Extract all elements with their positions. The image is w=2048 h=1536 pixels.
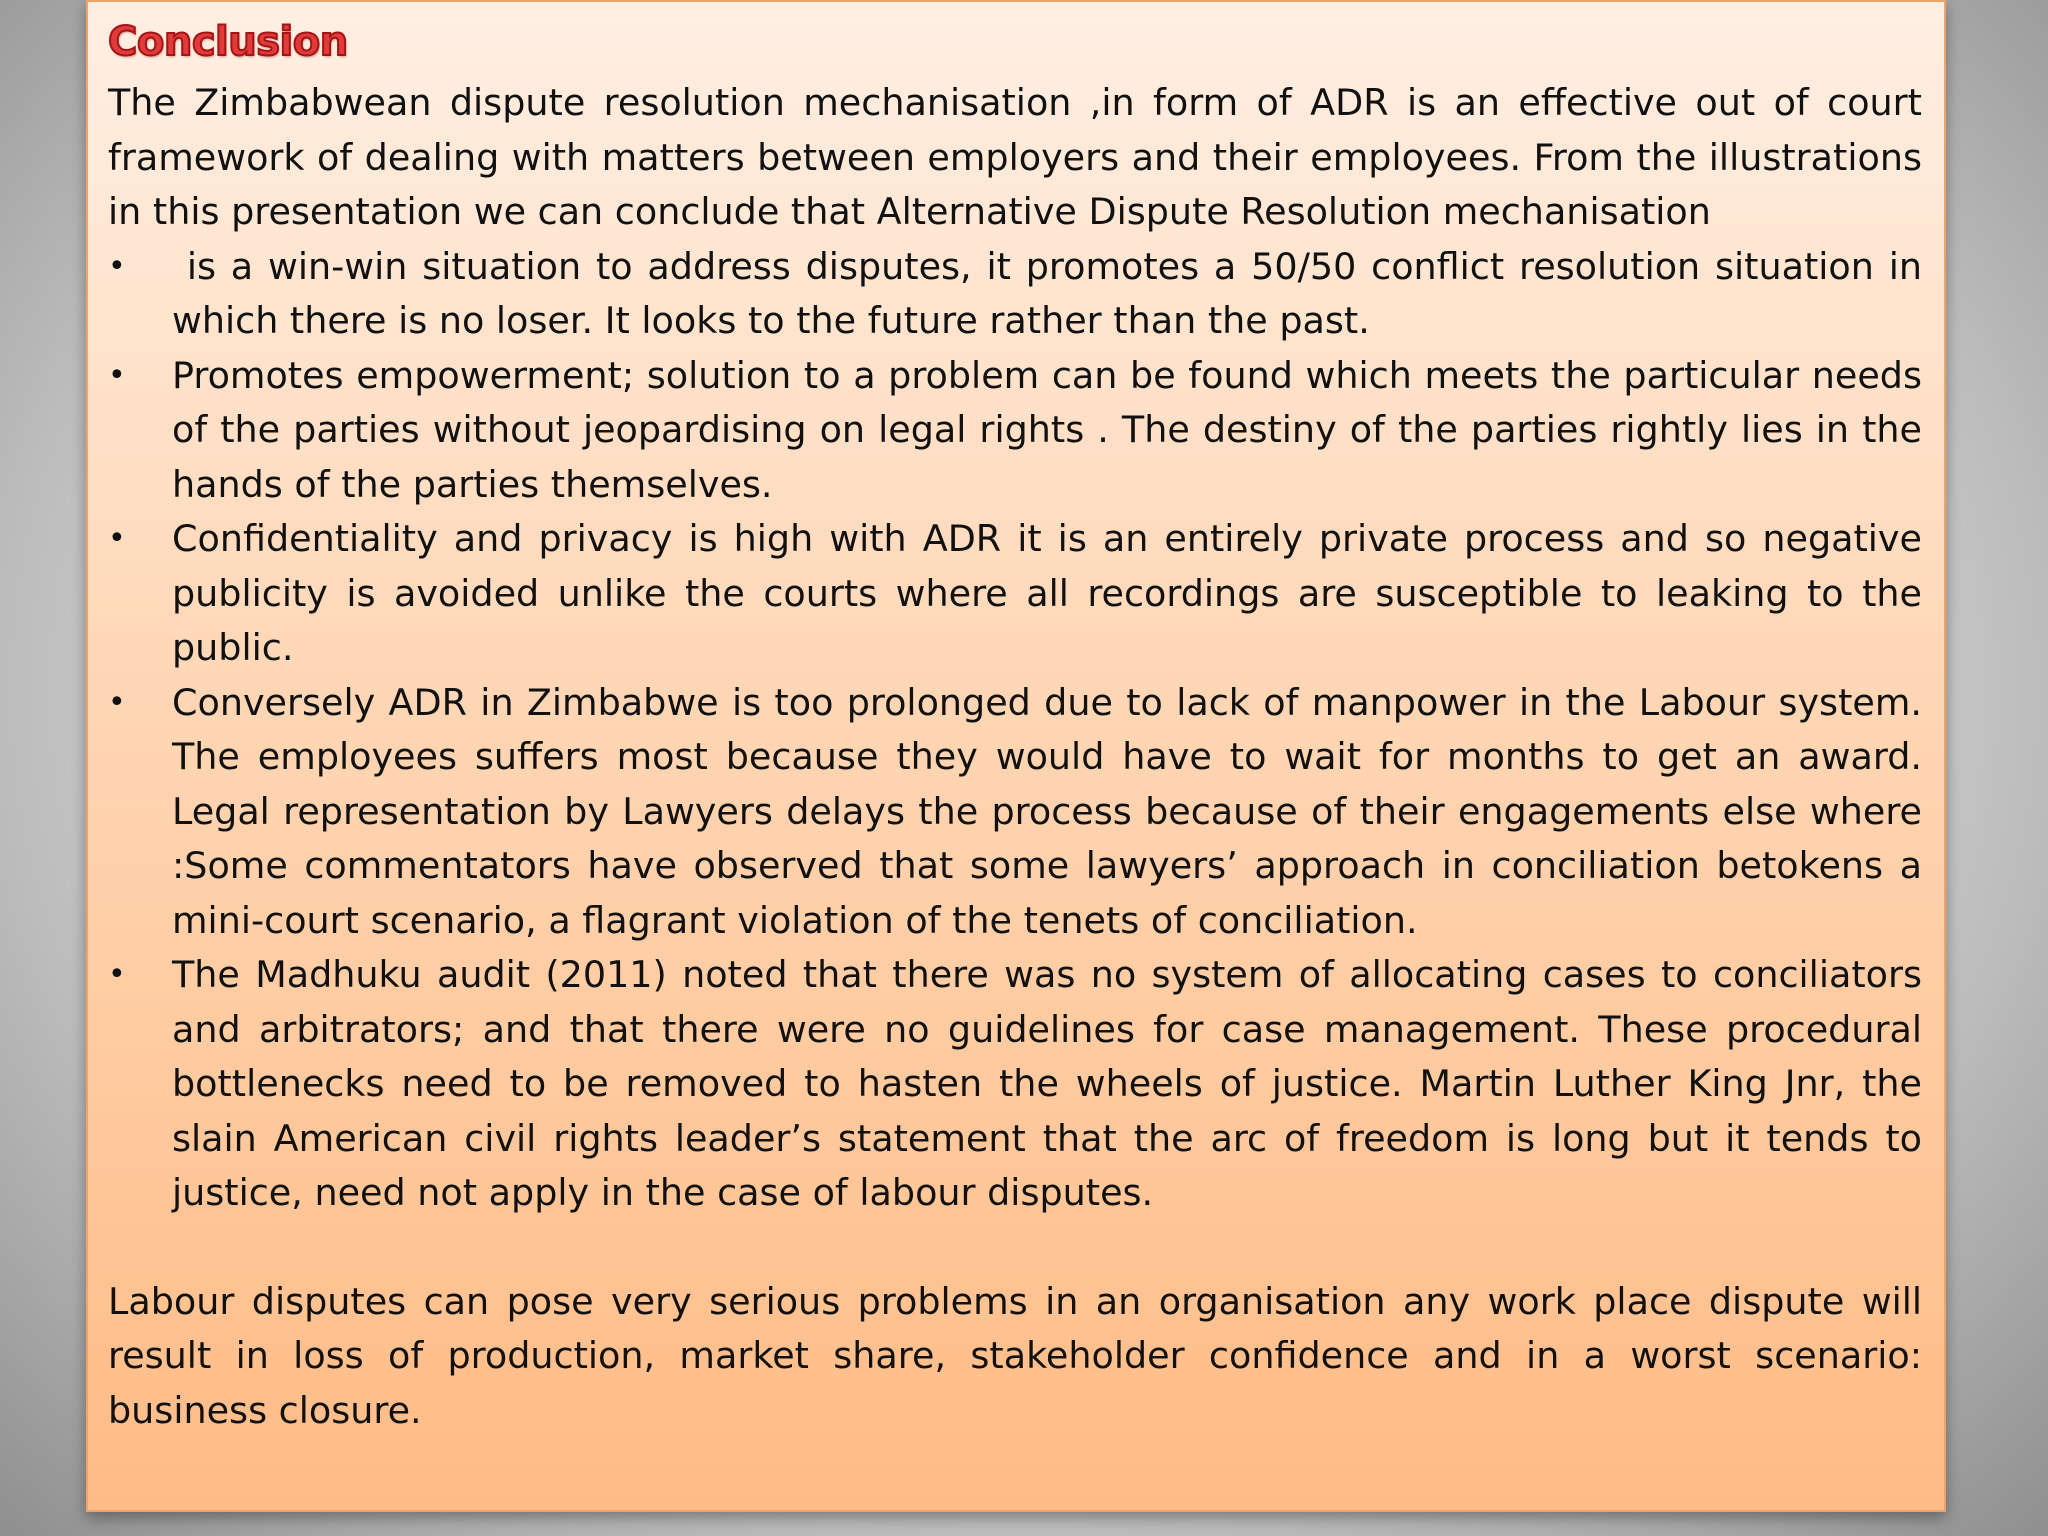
bullet-item — [108, 240, 1934, 349]
bullet-text: The Madhuku audit (2011) noted that there was no system of allocating cases to conciliators and arbitrators; and that there were no guidelines for case management. These procedural bottlenecks need to be removed to hasten the wheels of justice. Martin Luther King Jnr, the slain American civil rights leader’s statement that the arc of freedom is long but it tends to justice, need not apply in the case of labour disputes. — [172, 953, 1922, 1214]
bullet-text: Conversely ADR in Zimbabwe is too prolonged due to lack of manpower in the Labour system. The employees suffers most because they would have to wait for months to get an award. Legal representation by Lawyers delays the process because of their engagements else where :Some commentators have observed that some lawyers’ approach in conciliation betokens a mini-court scenario, a flagrant violation of the tenets of conciliation. — [172, 680, 1922, 942]
bullet-list — [108, 240, 1934, 1221]
bullet-icon: • — [108, 957, 126, 992]
bullet-text: Promotes empowerment; solution to a problem can be found which meets the particular needs of the parties without jeopardising on legal rights . The destiny of the parties rightly lies in the hands of the parties themselves. — [172, 353, 1922, 506]
bullet-item — [108, 349, 1922, 513]
intro-paragraph: The Zimbabwean dispute resolution mechanisation ,in form of ADR is an effective out of court framework of dealing with matters between employers and their employees. From the illustrations in this presentation we can conclude that Alternative Dispute Resolution mechanisation — [108, 81, 1922, 233]
bullet-item — [108, 948, 1922, 1221]
slide-panel — [86, 0, 1946, 1512]
bullet-icon: • — [108, 521, 126, 556]
closing-paragraph: Labour disputes can pose very serious problems in an organisation any work place dispute will result in loss of production, market share, stakeholder confidence and in a worst scenario: business closure. — [108, 1279, 1922, 1432]
bullet-item — [108, 512, 1922, 676]
bullet-icon: • — [108, 248, 126, 284]
bullet-icon: • — [108, 357, 126, 393]
bullet-text: Confidentiality and privacy is high with ADR it is an entirely private process and so negative publicity is avoided unlike the courts where all recordings are susceptible to leaking to the public. — [172, 517, 1922, 669]
bullet-item — [108, 676, 1922, 949]
slide-title: Conclusion — [108, 19, 348, 65]
bullet-icon: • — [108, 684, 126, 720]
bullet-text: is a win-win situation to address disputes, it promotes a 50/50 conflict resolution situation in which there is no loser. It looks to the future rather than the past. — [172, 244, 1934, 342]
